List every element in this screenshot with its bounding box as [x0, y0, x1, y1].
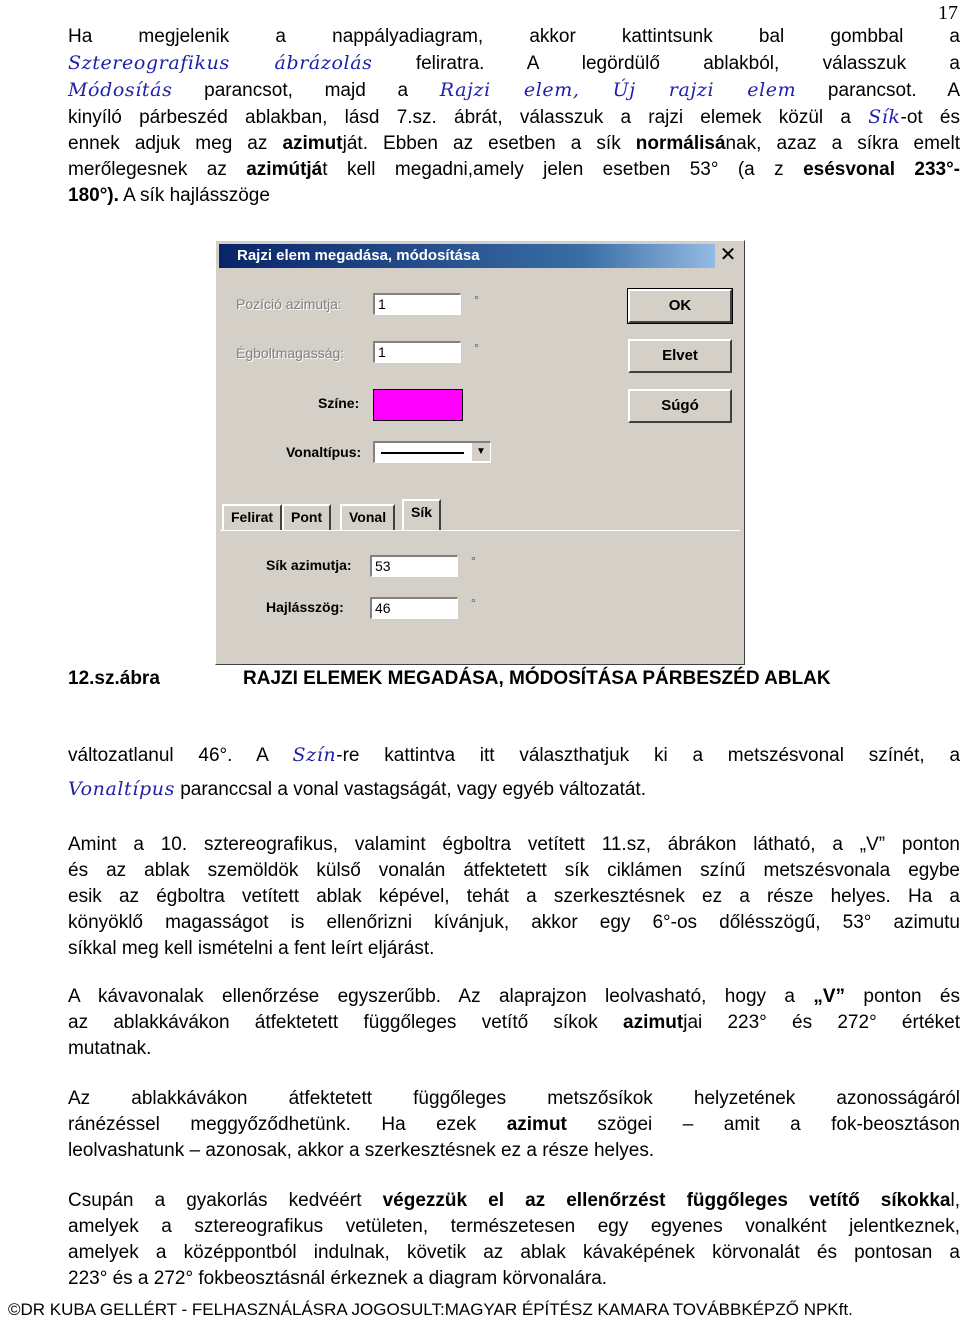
text-line — [68, 742, 960, 769]
szine-label: Színe: — [318, 395, 360, 411]
bold-term: azimut — [623, 1012, 684, 1033]
hajlas-label: Hajlásszög: — [266, 599, 344, 615]
text-line — [68, 50, 960, 77]
text-line: könyöklő magasságot is ellenőrizni kívánjuk, akkor egy 6°-os dőlésszögű, 53° azimutu — [68, 912, 960, 933]
ok-button[interactable]: OK — [628, 289, 732, 323]
text-span: parancsot. A — [796, 80, 960, 101]
text-span: kinyíló párbeszéd ablakban, lásd 7.sz. ábrát, válasszuk a rajzi elemek közül a — [68, 107, 869, 128]
menu-reference: Szín — [292, 744, 337, 766]
bold-term: „V” — [813, 986, 846, 1007]
text-span: paranccsal a vonal vastagságát, vagy egyéb változatát. — [174, 779, 646, 800]
text-line: és az ablak szemöldök külső vonalán átfektetett sík ciklámen színű metszésvonala egybe — [68, 860, 960, 881]
elvet-button[interactable]: Elvet — [628, 339, 732, 373]
text-line — [68, 1010, 960, 1036]
degree-symbol: ° — [474, 341, 479, 355]
bold-term: azimútjá — [246, 159, 323, 180]
text-line — [68, 77, 960, 104]
text-line: mutatnak. — [68, 1038, 152, 1059]
degree-symbol: ° — [471, 596, 476, 610]
page-number: 17 — [938, 2, 958, 24]
menu-reference: Vonaltípus — [68, 778, 175, 800]
pozicio-input[interactable]: 1 — [373, 293, 461, 315]
bold-term: normálisá — [635, 133, 726, 154]
figure-number: 12.sz.ábra — [68, 668, 160, 689]
text-line — [68, 984, 960, 1010]
sik-azimut-label: Sík azimutja: — [266, 557, 352, 573]
text-line: Az ablakkávákon átfektetett függőleges metszősíkok helyzetének azonosságáról — [68, 1088, 960, 1109]
paragraph-check — [68, 832, 960, 962]
text-span: nak, azaz a síkra emelt — [725, 133, 960, 154]
sik-azimut-input[interactable]: 53 — [370, 555, 458, 577]
text-span: Csupán a gyakorlás kedvéért — [68, 1190, 383, 1211]
tab-sik[interactable]: Sík — [402, 499, 441, 531]
menu-reference: Sztereografikus ábrázolás — [68, 52, 373, 74]
text-span: -re kattintva itt választhatjuk ki a metszésvonal színét, a — [336, 745, 960, 766]
text-line — [68, 1188, 960, 1214]
figure-caption: RAJZI ELEMEK MEGADÁSA, MÓDOSÍTÁSA PÁRBESZÉD ABLAK — [243, 668, 831, 689]
text-span: A sík hajlásszöge — [118, 185, 270, 206]
line-sample — [381, 452, 464, 454]
text-line — [68, 776, 960, 803]
text-line: leolvashatunk – azonosak, akkor a szerkesztésnek ez a része helyes. — [68, 1140, 655, 1161]
dialog-title: Rajzi elem megadása, módosítása — [237, 247, 480, 264]
text-span: változatlanul 46°. A — [68, 745, 293, 766]
linetype-select[interactable] — [373, 441, 491, 463]
paragraph-gyakorlas — [68, 1188, 960, 1292]
text-line — [68, 183, 960, 209]
text-line — [68, 157, 960, 183]
hajlas-input[interactable]: 46 — [370, 597, 458, 619]
page-footer: ©DR KUBA GELLÉRT - FELHASZNÁLÁSRA JOGOSULT:MAGYAR ÉPÍTÉSZ KAMARA TOVÁBBKÉPZŐ NPKft. — [8, 1300, 853, 1319]
text-span: ennek adjuk meg az — [68, 133, 283, 154]
degree-symbol: ° — [474, 293, 479, 307]
text-span: A kávavonalak ellenőrzése egyszerűbb. Az alaprajzon leolvasható, hogy a — [68, 986, 814, 1007]
sugo-button[interactable]: Súgó — [628, 389, 732, 423]
text-span: ránézéssel meggyőződhetünk. Ha ezek — [68, 1114, 507, 1135]
paragraph-metszosik — [68, 1086, 960, 1164]
text-line — [68, 1112, 960, 1138]
tab-felirat[interactable]: Felirat — [222, 504, 282, 530]
dialog-titlebar — [219, 244, 741, 268]
bold-term: végezzük el az ellenőrzést függőleges vetítő síkokka — [382, 1190, 951, 1211]
text-span: ját. Ebben az esetben a sík — [342, 133, 636, 154]
paragraph-color — [68, 742, 960, 803]
bold-term: azimut — [506, 1114, 567, 1135]
close-icon[interactable]: ✕ — [715, 244, 741, 268]
text-span: jai 223° és 272° értéket — [683, 1012, 960, 1033]
bold-term: 180°). — [68, 185, 119, 206]
egbolt-input[interactable]: 1 — [373, 341, 461, 363]
text-line: 223° és a 272° fokbeosztásnál érkeznek a diagram körvonalára. — [68, 1268, 608, 1289]
text-line: Amint a 10. sztereografikus, valamint égboltra vetített 11.sz, ábrákon látható, a „V” ponton — [68, 834, 960, 855]
text-line: Ha megjelenik a nappályadiagram, akkor kattintsunk bal gombbal a — [68, 26, 960, 47]
tab-vonal[interactable]: Vonal — [340, 504, 395, 530]
text-span: t kell megadni,amely jelen esetben 53° (a z — [322, 159, 804, 180]
vonaltipus-label: Vonaltípus: — [286, 444, 362, 460]
text-span: ponton és — [845, 986, 960, 1007]
text-span: parancsot, majd a — [172, 80, 440, 101]
tab-pont[interactable]: Pont — [282, 504, 331, 530]
menu-reference: Módosítás — [68, 79, 173, 101]
text-span: merőlegesnek az — [68, 159, 247, 180]
pozicio-label: Pozíció azimutja: — [236, 296, 342, 312]
text-span: szögei – amit a fok-beosztáson — [566, 1114, 960, 1135]
tab-panel-border — [220, 530, 740, 531]
menu-reference: Rajzi elem, Új rajzi elem — [439, 79, 797, 101]
text-line: síkkal meg kell ismételni a fent leírt eljárást. — [68, 938, 435, 959]
dialog-screenshot — [215, 240, 745, 665]
text-line — [68, 104, 960, 131]
color-swatch[interactable] — [373, 389, 463, 421]
paragraph-intro — [68, 24, 960, 209]
text-line — [68, 131, 960, 157]
text-span: az ablakkávákon átfektetett függőleges vetítő síkok — [68, 1012, 624, 1033]
text-span: -ot és — [900, 107, 960, 128]
menu-reference: Sík — [868, 106, 901, 128]
degree-symbol: ° — [471, 554, 476, 568]
text-span: feliratra. A legördülő ablakból, válasszuk a — [372, 53, 960, 74]
text-line: amelyek a sztereografikus vetületen, természetesen egy egyenes vonalként jelentkeznek, — [68, 1216, 960, 1237]
text-span: l, — [950, 1190, 960, 1211]
chevron-down-icon[interactable]: ▼ — [471, 443, 490, 461]
egbolt-label: Égboltmagasság: — [236, 345, 345, 361]
text-line: esik az égboltra vetített ablak képével, tehát a szerkesztésnek ez a része helyes. Ha a — [68, 886, 960, 907]
bold-term: azimut — [282, 133, 343, 154]
text-line: amelyek a középpontból indulnak, követik az ablak kávaképének körvonalát és pontosan a — [68, 1242, 960, 1263]
paragraph-kava — [68, 984, 960, 1062]
bold-term: esésvonal 233°- — [803, 159, 960, 180]
